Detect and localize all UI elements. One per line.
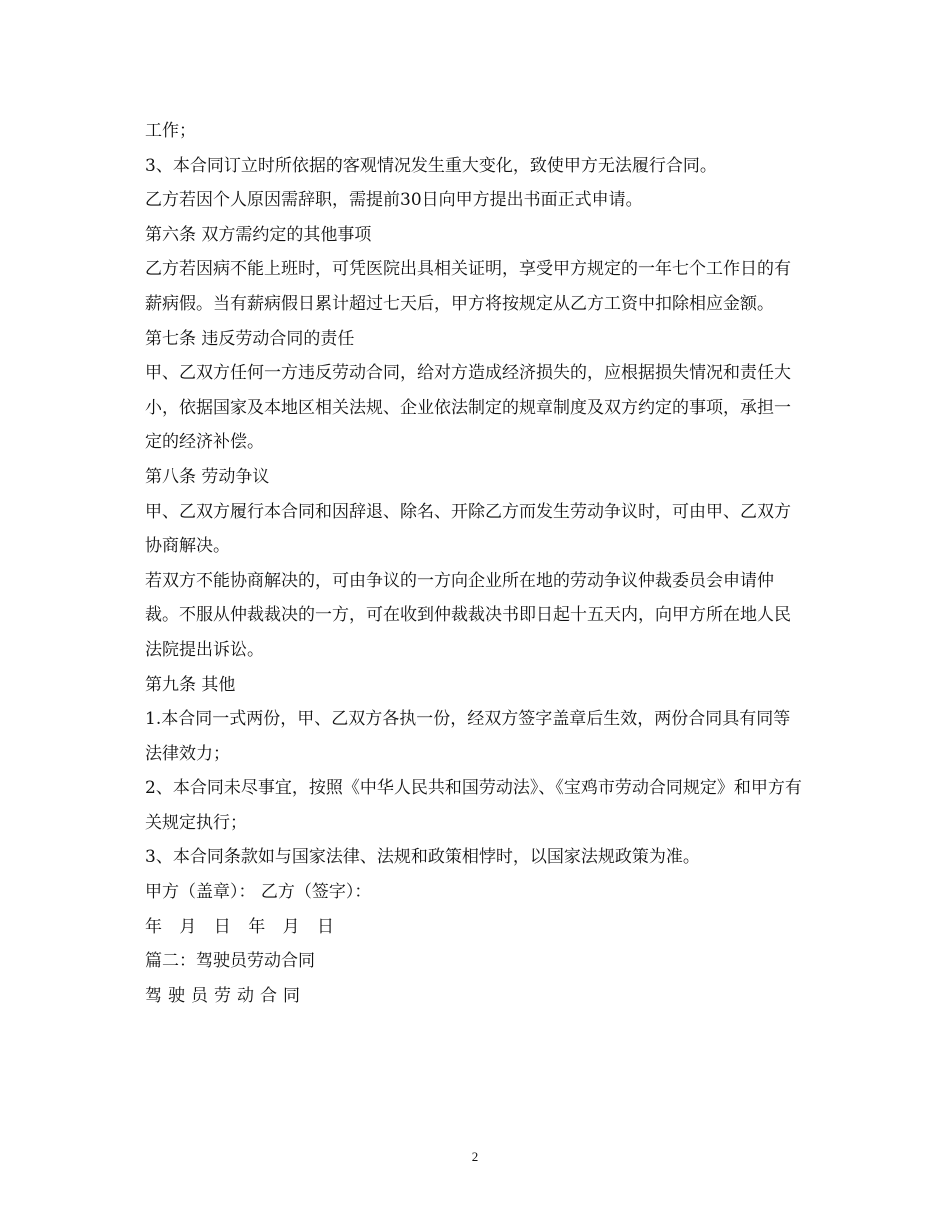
article-7-heading: 第七条 违反劳动合同的责任: [145, 328, 355, 349]
sick-leave-paragraph: 乙方若因病不能上班时，可凭医院出具相关证明，享受甲方规定的一年七个工作日的有薪病假。当有薪病假日累计超过七天后，甲方将按规定从乙方工资中扣除相应金额。: [145, 259, 791, 314]
chapter-two-heading: 篇二：驾驶员劳动合同: [145, 951, 315, 972]
paragraph-continuation: 工作；: [145, 121, 196, 141]
resignation-paragraph: 乙方若因个人原因需辞职，需提前30日向甲方提出书面正式申请。: [145, 190, 643, 211]
contract-title: 驾驶员劳动合同: [145, 985, 306, 1006]
other-item-2: 2、本合同未尽事宜，按照《中华人民共和国劳动法》、《宝鸡市劳动合同规定》和甲方有关规定执行；: [145, 778, 802, 833]
article-6-heading: 第六条 双方需约定的其他事项: [145, 224, 372, 245]
arbitration-paragraph: 若双方不能协商解决的，可由争议的一方向企业所在地的劳动争议仲裁委员会申请仲裁。不服从仲裁裁决的一方，可在收到仲裁裁决书即日起十五天内，向甲方所在地人民法院提出诉讼。: [145, 570, 791, 660]
clause-item-3: 3、本合同订立时所依据的客观情况发生重大变化，致使甲方无法履行合同。: [145, 155, 717, 176]
other-item-3: 3、本合同条款如与国家法律、法规和政策相悖时，以国家法规政策为准。: [145, 847, 700, 868]
signature-line: 甲方（盖章）： 乙方（签字）：: [145, 882, 372, 903]
liability-paragraph: 甲、乙双方任何一方违反劳动合同，给对方造成经济损失的，应根据损失情况和责任大小，依据国家及本地区相关法规、企业依法制定的规章制度及双方约定的事项，承担一定的经济补偿。: [145, 363, 791, 453]
article-9-heading: 第九条 其他: [145, 674, 236, 695]
page-number: 2: [471, 1149, 479, 1164]
dispute-negotiation-paragraph: 甲、乙双方履行本合同和因辞退、除名、开除乙方而发生劳动争议时，可由甲、乙双方协商解决。: [145, 501, 791, 557]
other-item-1: 1.本合同一式两份，甲、乙双方各执一份，经双方签字盖章后生效，两份合同具有同等法律效力；: [145, 709, 791, 764]
document-body: [145, 114, 805, 1013]
article-8-heading: 第八条 劳动争议: [145, 466, 270, 487]
date-line: 年 月 日 年 月 日: [145, 916, 341, 937]
